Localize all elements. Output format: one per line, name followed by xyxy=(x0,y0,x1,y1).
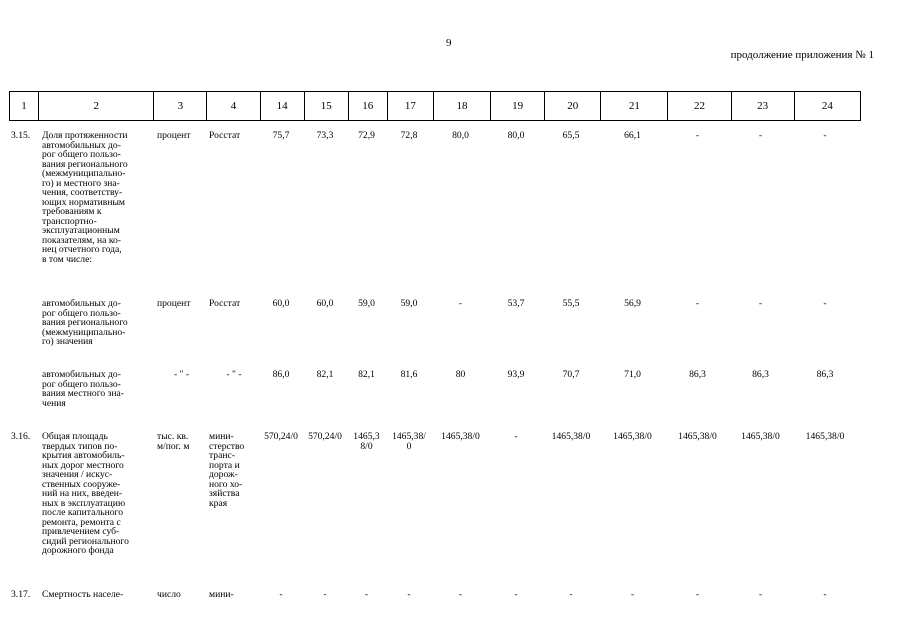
indicator-name: Доля протяженности автомобильных до- рог общего пользо- вания регионального (межмуниципально- го) и местного зна- чения, соответству- ющих нормативным требованиям к транспортно- эксплуатационным показателям, на ко- нец отчетного года, в том числе: xyxy=(42,130,128,265)
column-header: 20 xyxy=(545,92,601,121)
data-source: Росстат xyxy=(209,130,241,141)
value-cell: 86,3 xyxy=(752,369,769,380)
column-header: 2 xyxy=(39,92,154,121)
value-cell: 1465,38/0 xyxy=(678,431,717,442)
value-cell: - xyxy=(695,130,700,141)
value-cell: 82,1 xyxy=(358,369,375,380)
value-cell: 570,24/0 xyxy=(264,431,298,442)
value-cell: 81,6 xyxy=(400,369,418,380)
value-cell: - xyxy=(695,298,700,309)
column-header: 17 xyxy=(387,92,433,121)
value-cell: - xyxy=(758,589,763,600)
column-header: 14 xyxy=(260,92,304,121)
value-cell: - xyxy=(364,589,369,600)
unit-of-measure: число xyxy=(157,589,181,600)
value-cell: 56,9 xyxy=(624,298,641,309)
continuation-label: продолжение приложения № 1 xyxy=(730,49,874,61)
value-cell: 1465,3 8/0 xyxy=(353,431,380,452)
data-source: мини- стерство транс- порта и дорож- ного хо- зяйства края xyxy=(209,431,245,509)
value-cell: 86,3 xyxy=(689,369,706,380)
value-cell: - xyxy=(407,589,411,600)
value-cell: - xyxy=(630,589,635,600)
column-header: 22 xyxy=(668,92,731,121)
row-number: 3.15. xyxy=(11,130,31,141)
value-cell: 60,0 xyxy=(316,298,334,309)
value-cell: - xyxy=(279,589,283,600)
value-cell: 1465,38/0 xyxy=(613,431,652,442)
value-cell: 93,9 xyxy=(507,369,525,380)
value-cell: - xyxy=(758,298,763,309)
value-cell: 72,9 xyxy=(358,130,375,141)
value-cell: 1465,38/0 xyxy=(741,431,780,442)
value-cell: - xyxy=(514,589,518,600)
row-number: 3.16. xyxy=(11,431,31,442)
row-number: 3.17. xyxy=(11,589,31,600)
column-header: 19 xyxy=(491,92,545,121)
value-cell: - xyxy=(758,130,763,141)
value-cell: 70,7 xyxy=(562,369,580,380)
indicator-name: Смертность населе- xyxy=(42,589,124,600)
page-number: 9 xyxy=(446,37,452,49)
indicator-name: автомобильных до- рог общего пользо- вания местного зна- чения xyxy=(42,369,124,409)
value-cell: - xyxy=(458,298,463,309)
value-cell: 60,0 xyxy=(272,298,290,309)
unit-of-measure: процент xyxy=(157,298,191,309)
value-cell: 80,0 xyxy=(452,130,469,141)
value-cell: 72,8 xyxy=(400,130,418,141)
value-cell: 1465,38/ 0 xyxy=(392,431,426,452)
column-header: 3 xyxy=(154,92,207,121)
value-cell: - xyxy=(823,130,827,141)
column-header: 1 xyxy=(10,92,39,121)
indicator-name: Общая площадь твердых типов по- крытия автомобиль- ных дорог местного значения / искус- ственных сооруже- ний на них, введен- ных в эксплуатацию после капитального ремонта, ремонта с привлечением суб- сидий регионального дорожного фонда xyxy=(42,431,129,556)
column-header: 16 xyxy=(348,92,387,121)
unit-of-measure: - " - xyxy=(173,369,190,380)
column-header: 15 xyxy=(304,92,348,121)
value-cell: 86,3 xyxy=(816,369,834,380)
value-cell: 71,0 xyxy=(624,369,641,380)
unit-of-measure: процент xyxy=(157,130,191,141)
value-cell: 55,5 xyxy=(562,298,580,309)
value-cell: - xyxy=(458,589,463,600)
value-cell: 82,1 xyxy=(316,369,334,380)
value-cell: 73,3 xyxy=(316,130,334,141)
data-source: Росстат xyxy=(209,298,241,309)
column-header-table xyxy=(9,91,861,121)
value-cell: - xyxy=(695,589,700,600)
column-header: 21 xyxy=(601,92,668,121)
value-cell: - xyxy=(323,589,327,600)
value-cell: 86,0 xyxy=(272,369,290,380)
value-cell: 1465,38/0 xyxy=(441,431,480,442)
data-source: мини- xyxy=(209,589,234,600)
value-cell: 1465,38/0 xyxy=(551,431,591,442)
value-cell: 570,24/0 xyxy=(308,431,342,442)
value-cell: 80 xyxy=(455,369,466,380)
column-header: 23 xyxy=(731,92,794,121)
value-cell: - xyxy=(514,431,518,442)
column-header: 24 xyxy=(794,92,860,121)
value-cell: 59,0 xyxy=(358,298,375,309)
data-source: - " - xyxy=(226,369,242,380)
value-cell: 53,7 xyxy=(507,298,525,309)
value-cell: 75,7 xyxy=(272,130,290,141)
indicator-name: автомобильных до- рог общего пользо- вания регионального (межмуниципально- го) значения xyxy=(42,298,128,347)
value-cell: - xyxy=(823,589,827,600)
column-header: 4 xyxy=(207,92,260,121)
value-cell: - xyxy=(823,298,827,309)
value-cell: 65,5 xyxy=(562,130,580,141)
value-cell: - xyxy=(569,589,573,600)
unit-of-measure: тыс. кв. м/пог. м xyxy=(157,431,190,452)
column-header: 18 xyxy=(433,92,490,121)
value-cell: 59,0 xyxy=(400,298,418,309)
value-cell: 66,1 xyxy=(624,130,641,141)
value-cell: 1465,38/0 xyxy=(805,431,845,442)
value-cell: 80,0 xyxy=(507,130,525,141)
